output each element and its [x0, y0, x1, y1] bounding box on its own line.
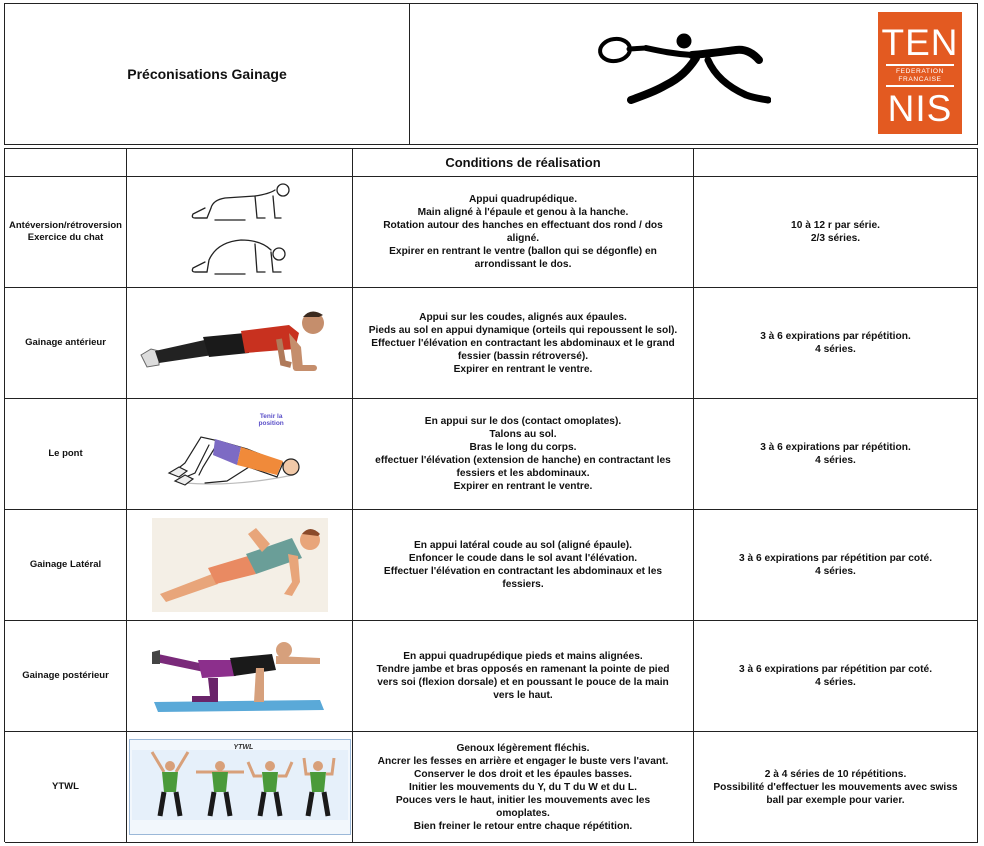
column-header: Conditions de réalisation — [353, 149, 694, 177]
exercise-reps-cell — [694, 399, 978, 510]
exercise-description-cell — [353, 510, 694, 621]
exercise-name: Gainage postérieur — [22, 670, 109, 681]
exercise-name: Gainage antérieur — [25, 337, 106, 348]
ytwl-caption: YTWL — [233, 744, 254, 751]
exercise-name-cell — [5, 399, 127, 510]
exercise-name-cell — [5, 510, 127, 621]
exercise-description: Appui sur les coudes, alignés aux épaules. Pieds au sol en appui dynamique (orteils qui repoussent le sol). Effectuer l'élévation en contractant les abdominaux et le grand fessier (bassin rétroversé). Expirer en rentrant le ventre. — [368, 311, 678, 375]
exercise-image-cell — [127, 177, 353, 288]
exercise-reps: 3 à 6 expirations par répétition par coté. 4 séries. — [738, 664, 933, 688]
ytwl-illustration — [130, 740, 350, 834]
header-blank-reps — [694, 149, 978, 177]
exercise-reps: 2 à 4 séries de 10 répétitions. Possibilité d'effectuer les mouvements avec swiss ball par exemple pour varier. — [713, 768, 958, 806]
exercise-reps: 3 à 6 expirations par répétition. 4 séries. — [760, 442, 911, 466]
exercise-reps-cell — [694, 732, 978, 843]
exercise-reps-cell — [694, 510, 978, 621]
exercise-image-cell — [127, 732, 353, 843]
exercise-image-cell — [127, 288, 353, 399]
bird-dog-photo — [152, 634, 328, 718]
exercise-description: En appui sur le dos (contact omoplates). Talons au sol. Bras le long du corps. effectuer l'élévation (extension de hanche) en contractant les fessiers et les abdominaux. Expirer en rentrant le ventre. — [375, 416, 671, 492]
exercise-description-cell — [353, 732, 694, 843]
tennis-player-icon — [596, 30, 771, 110]
exercise-description: En appui quadrupédique pieds et mains alignées. Tendre jambe et bras opposés en ramenant la pointe de pied vers soi (flexion dorsale) et en poussant le pouce de la main vers le haut. — [376, 651, 670, 701]
exercise-name: YTWL — [52, 781, 79, 792]
exercise-reps: 3 à 6 expirations par répétition. 4 séries. — [760, 331, 911, 355]
exercise-table — [4, 148, 978, 842]
exercise-description-cell — [353, 177, 694, 288]
exercise-reps-cell — [694, 621, 978, 732]
cat-exercise-illustration — [185, 180, 295, 284]
exercise-image-cell — [127, 510, 353, 621]
exercise-description: Genoux légèrement fléchis. Ancrer les fesses en arrière et engager le buste vers l'avant. Conserver le dos droit et les épaules basses. Initier les mouvements du Y, du T du W et du L. Pouces vers le haut, initier les mouvements avec les omoplates. Bien freiner le retour entre chaque répétition. — [377, 742, 669, 832]
header-blank-name — [5, 149, 127, 177]
exercise-name: Antéversion/rétroversion Exercice du chat — [9, 220, 122, 243]
exercise-description-cell — [353, 621, 694, 732]
exercise-name-cell — [5, 177, 127, 288]
exercise-name-cell — [5, 621, 127, 732]
page-title: Préconisations Gainage — [127, 66, 287, 82]
exercise-name-cell — [5, 732, 127, 843]
fft-logo: TEN FEDERATION FRANCAISE NIS — [878, 12, 962, 134]
exercise-reps: 3 à 6 expirations par répétition par coté. 4 séries. — [738, 553, 933, 577]
exercise-image-cell — [127, 621, 353, 732]
bridge-illustration — [165, 409, 315, 499]
exercise-reps-cell — [694, 288, 978, 399]
exercise-name: Gainage Latéral — [29, 559, 102, 570]
exercise-name-cell — [5, 288, 127, 399]
side-plank-illustration — [152, 518, 328, 612]
exercise-description-cell — [353, 288, 694, 399]
header-title-box — [4, 3, 410, 145]
exercise-description: En appui latéral coude au sol (aligné épaule). Enfoncer le coude dans le sol avant l'élévation. Effectuer l'élévation en contractant les abdominaux et les fessiers. — [383, 540, 663, 590]
exercise-name: Le pont — [48, 448, 83, 459]
exercise-image-cell — [127, 399, 353, 510]
exercise-description-cell — [353, 399, 694, 510]
bridge-caption: Tenir la position — [258, 413, 284, 427]
exercise-reps-cell — [694, 177, 978, 288]
front-plank-photo — [133, 303, 347, 383]
exercise-description: Appui quadrupédique. Main aligné à l'épaule et genou à la hanche. Rotation autour des hanches en effectuant dos rond / dos aligné. Expirer en rentrant le ventre (ballon qui se dégonfle) en arrondissant le dos. — [383, 194, 663, 270]
exercise-reps: 10 à 12 r par série. 2/3 séries. — [791, 220, 880, 244]
header-blank-image — [127, 149, 353, 177]
